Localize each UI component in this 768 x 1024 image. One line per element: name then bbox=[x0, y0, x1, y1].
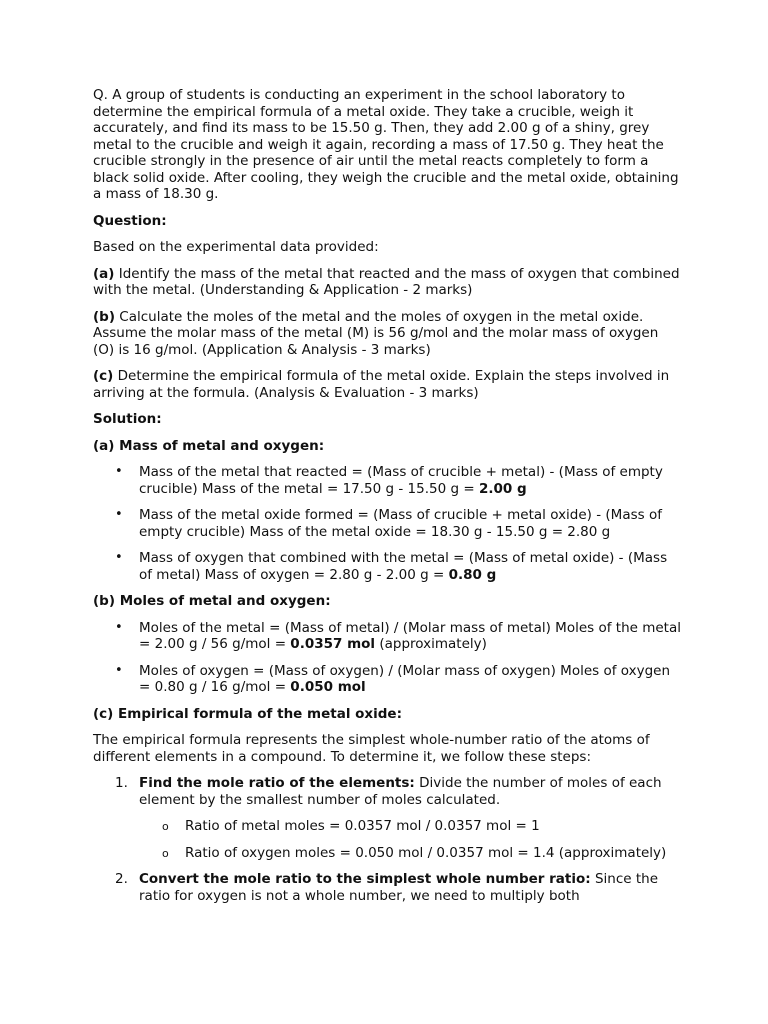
section-b-list bbox=[93, 620, 683, 696]
step-number: 2. bbox=[115, 871, 128, 887]
question-heading: Question: bbox=[93, 212, 167, 229]
list-item: • Mass of oxygen that combined with the metal = (Mass of metal oxide) - (Mass of metal) Mass of oxygen = 2.80 g - 2.00 g = 0.80 g bbox=[93, 550, 683, 583]
part-label: (a) bbox=[93, 265, 115, 282]
circle-bullet-icon: o bbox=[162, 820, 169, 833]
part-b bbox=[93, 309, 683, 359]
section-c-steps bbox=[93, 775, 683, 904]
section-c-intro: The empirical formula represents the simplest whole-number ratio of the atoms of different elements in a compound. To determine it, we follow these steps: bbox=[93, 732, 650, 765]
circle-bullet-icon: o bbox=[162, 846, 169, 860]
step-sublist bbox=[139, 818, 683, 861]
part-text: Identify the mass of the metal that reacted and the mass of oxygen that combined with the metal. (Understanding & Application - 2 marks) bbox=[93, 265, 680, 298]
list-item: • Moles of oxygen = (Mass of oxygen) / (Molar mass of oxygen) Moles of oxygen = 0.80 g / 16 g/mol = 0.050 mol bbox=[93, 663, 683, 696]
document-content bbox=[93, 87, 683, 914]
list-item: • Moles of the metal = (Mass of metal) / (Molar mass of metal) Moles of the metal = 2.00 g / 56 g/mol = 0.0357 mol (approximately) bbox=[93, 620, 683, 653]
section-b-heading: (b) Moles of metal and oxygen: bbox=[93, 593, 331, 609]
step-item bbox=[93, 775, 683, 861]
section-a-heading: (a) Mass of metal and oxygen: bbox=[93, 437, 325, 454]
step-title: Convert the mole ratio to the simplest whole number ratio: bbox=[139, 871, 591, 887]
part-label: (b) bbox=[93, 308, 116, 325]
question-lead: Based on the experimental data provided: bbox=[93, 239, 379, 255]
step-item bbox=[93, 871, 683, 904]
part-text: Calculate the moles of the metal and the moles of oxygen in the metal oxide. Assume the molar mass of the metal (M) is 56 g/mol and the molar mass of oxygen (O) is 16 g/mol. (Application & Analysis - 3 marks) bbox=[93, 308, 659, 358]
solution-heading: Solution: bbox=[93, 411, 162, 427]
section-a-list bbox=[93, 464, 683, 583]
part-c bbox=[93, 368, 683, 401]
step-text: Since the ratio for oxygen is not a whole number, we need to multiply both bbox=[139, 871, 659, 904]
step-text: Divide the number of moles of each element by the smallest number of moles calculated. bbox=[139, 775, 662, 808]
list-item: • Mass of the metal oxide formed = (Mass of crucible + metal oxide) - (Mass of empty crucible) Mass of the metal oxide = 18.30 g - 15.50 g = 2.80 g bbox=[93, 507, 683, 540]
list-item: • Mass of the metal that reacted = (Mass of crucible + metal) - (Mass of empty crucible) Mass of the metal = 17.50 g - 15.50 g = 2.00 g bbox=[93, 464, 683, 497]
step-title: Find the mole ratio of the elements: bbox=[139, 775, 415, 791]
sublist-item: o Ratio of oxygen moles = 0.050 mol / 0.0357 mol = 1.4 (approximately) bbox=[162, 844, 667, 861]
part-label: (c) bbox=[93, 368, 114, 384]
question-intro: Q. A group of students is conducting an experiment in the school laboratory to determine the empirical formula of a metal oxide. They take a crucible, weigh it accurately, and find its mass to be 15.50 g. Then, they add 2.00 g of a shiny, grey metal to the crucible and weigh it again, recording a mass of 17.50 g. They heat the crucible strongly in the presence of air until the metal reacts completely to form a black solid oxide. After cooling, they weigh the crucible and the metal oxide, obtaining a mass of 18.30 g. bbox=[93, 87, 679, 202]
section-c-heading: (c) Empirical formula of the metal oxide: bbox=[93, 705, 402, 722]
sublist-item: o Ratio of metal moles = 0.0357 mol / 0.0357 mol = 1 bbox=[162, 818, 540, 834]
part-text: Determine the empirical formula of the metal oxide. Explain the steps involved in arriving at the formula. (Analysis & Evaluation - 3 marks) bbox=[93, 368, 670, 401]
part-a bbox=[93, 266, 683, 299]
step-number: 1. bbox=[115, 775, 128, 791]
